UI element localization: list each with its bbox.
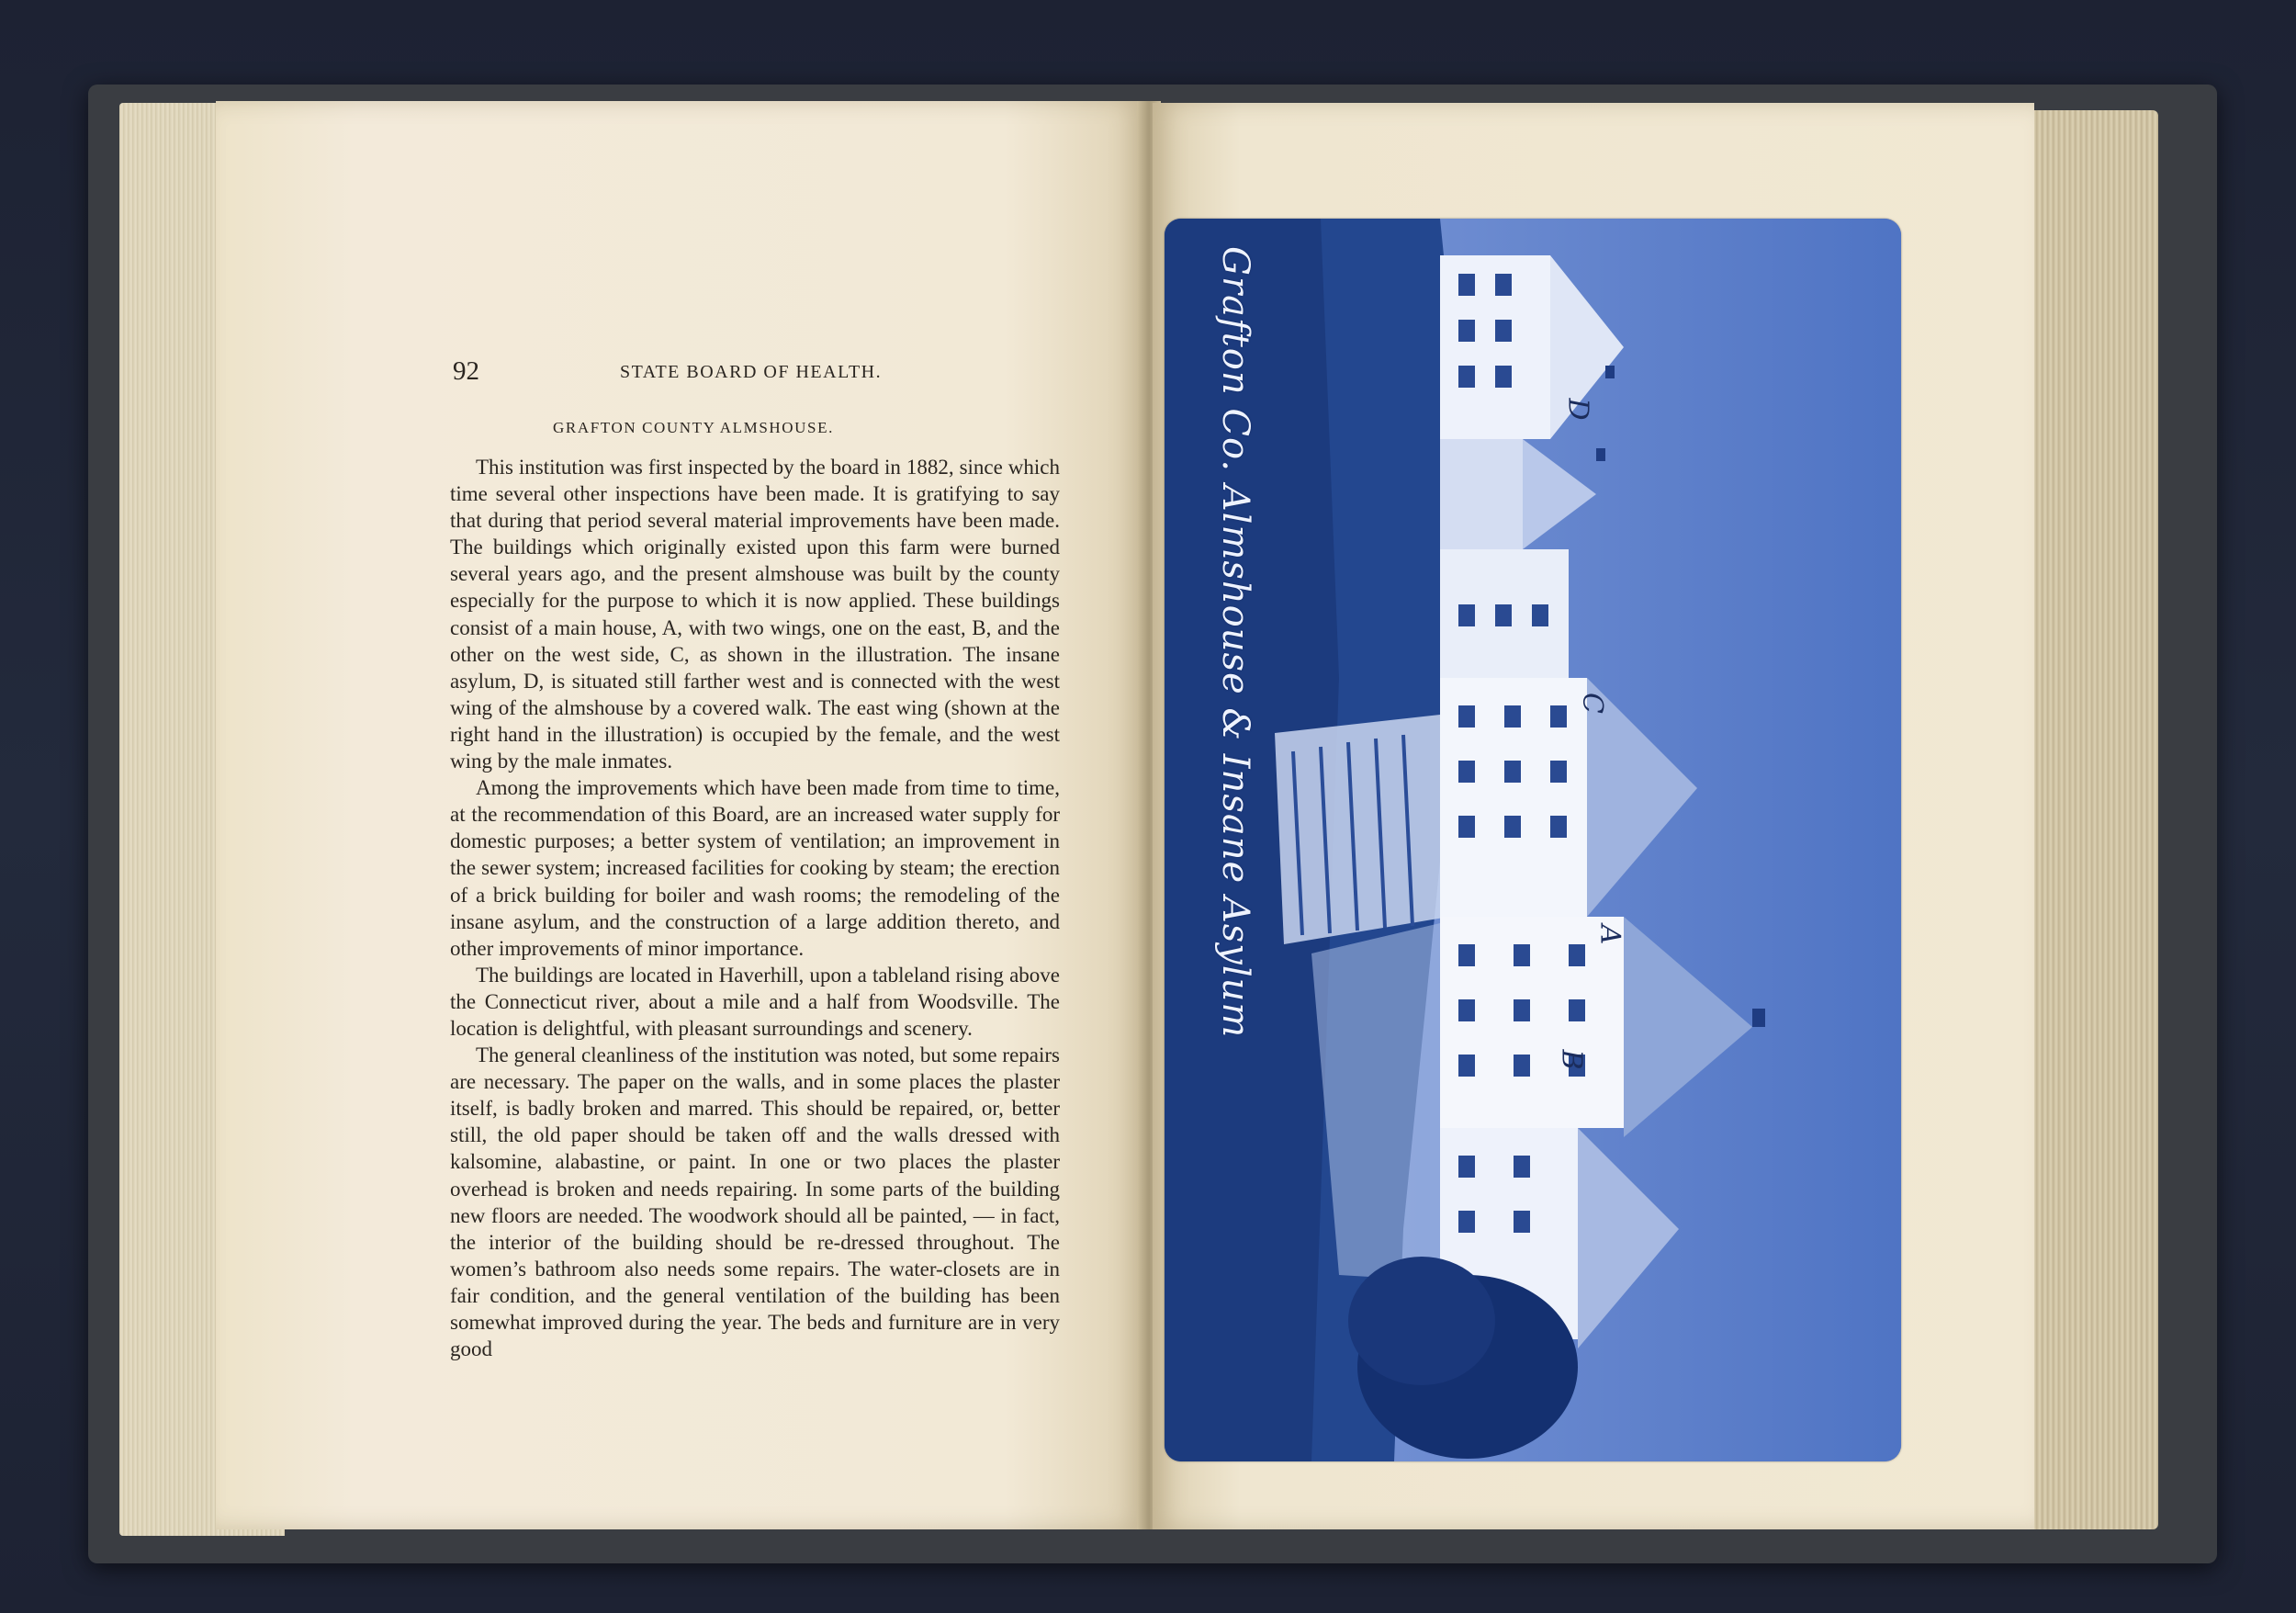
label-a: A [1593, 924, 1626, 945]
running-head-title: STATE BOARD OF HEALTH. [620, 362, 883, 382]
photo-caption: Grafton Co. Almshouse & Insane Asylum [1214, 246, 1256, 1039]
page-number: 92 [453, 356, 479, 386]
label-c: C [1575, 693, 1608, 714]
cyanotype-photograph [1165, 219, 1901, 1461]
paragraph-2: Among the improvements which have been made from time to time, at the recommendation of this Board, are an increased water supply for domestic purposes; a better system of ventilation; an improvement in the sewer system; increased facilities for cooking by steam; the erection of a brick building for boiler and wash rooms; the remodeling of the insane asylum, and the construction of a large addition thereto, and other improvements of minor importance. [450, 776, 1060, 960]
label-b: B [1555, 1049, 1588, 1070]
almshouse-photo-image [1165, 219, 1901, 1461]
right-page-edges [2020, 110, 2158, 1529]
paragraph-1: This institution was first inspected by the board in 1882, since which time several other inspections have been made. It is gratifying to say that during that period several material improvements have been made. The buildings which originally existed upon this farm were burned several years ago, and the present almshouse was built by the county especially for the purpose to which it is now applied. These buildings consist of a main house, A, with two wings, one on the east, B, and the other on the west side, C, as shown in the illustration. The insane asylum, D, is situated still farther west and is connected with the west wing of the almshouse by a covered walk. The east wing (shown at the right hand in the illustration) is occupied by the female, and the west wing by the male inmates. [450, 456, 1060, 773]
running-head [216, 356, 1143, 393]
label-d: D [1561, 398, 1594, 421]
left-page [216, 101, 1143, 1529]
paragraph-4: The general cleanliness of the institution was noted, but some repairs are necessary. The paper on the walls, and in some places the plaster itself, is badly broken and marred. This should be repaired, or, better still, the old paper should be taken off and the walls dressed with kalsomine, alabastine, or paint. In one or two places the plaster overhead is broken and needs repairing. In some parts of the building new floors are needed. The woodwork should all be painted, — in fact, the interior of the building should be re-dressed throughout. The women’s bathroom also needs some repairs. The water-closets are in fair condition, and the general ventilation of the building has been somewhat improved during the year. The beds and furniture are in very good [450, 1043, 1060, 1361]
section-title: GRAFTON COUNTY ALMSHOUSE. [553, 419, 834, 436]
paragraph-3: The buildings are located in Haverhill, upon a tableland rising above the Connecticut river, about a mile and a half from Woodsville. The location is delightful, with pleasant surroundings and scenery. [450, 963, 1060, 1040]
body-text [450, 454, 1060, 1362]
